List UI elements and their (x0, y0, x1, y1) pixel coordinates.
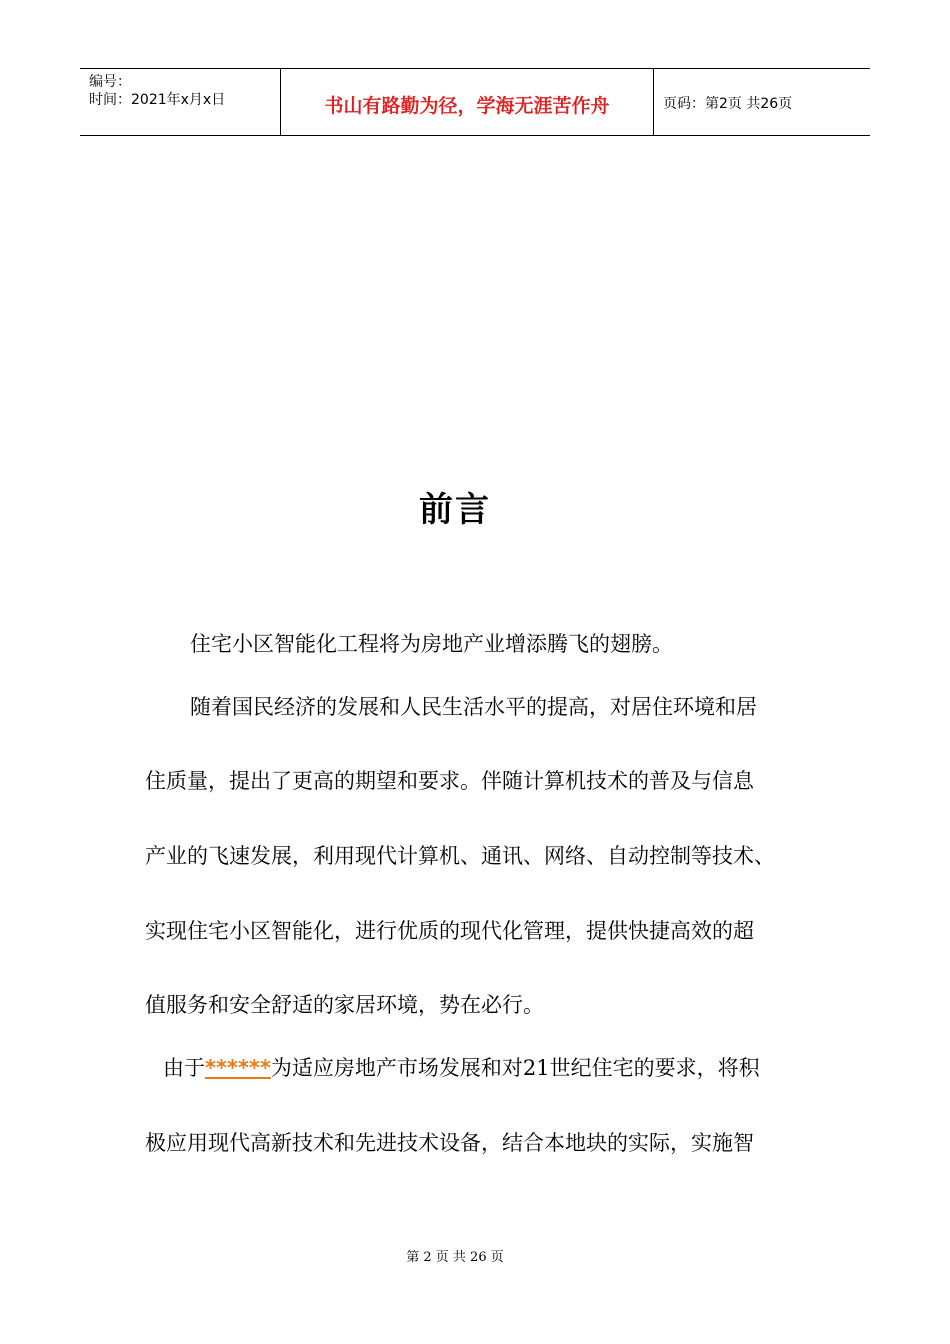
page-footer: 第 2 页 共 26 页 (406, 1250, 504, 1265)
paragraph-text: 由于 (163, 1056, 205, 1080)
paragraph-line: 产业的飞速发展，利用现代计算机、通讯、网络、自动控制等技术、 (145, 844, 775, 868)
paragraph-line: 极应用现代高新技术和先进技术设备，结合本地块的实际，实施智 (145, 1131, 754, 1155)
paragraph-line: 住宅小区智能化工程将为房地产业增添腾飞的翅膀。 (190, 632, 673, 656)
paragraph-line: 值服务和安全舒适的家居环境，势在必行。 (145, 993, 544, 1017)
paragraph-line: 实现住宅小区智能化，进行优质的现代化管理，提供快捷高效的超 (145, 919, 754, 943)
redacted-link[interactable]: ****** (205, 1056, 271, 1080)
document-header (80, 68, 870, 136)
header-motto: 书山有路勤为径，学海无涯苦作舟 (281, 69, 654, 135)
paragraph-line: 住质量，提出了更高的期望和要求。伴随计算机技术的普及与信息 (145, 769, 754, 793)
paragraph-text: 为适应房地产市场发展和对21世纪住宅的要求，将积 (270, 1056, 760, 1080)
header-page-info: 页码：第2页 共26页 (663, 96, 793, 112)
paragraph-line: 随着国民经济的发展和人民生活水平的提高，对居住环境和居 (190, 695, 757, 719)
number-label: 编号： (89, 74, 131, 90)
header-meta-cell (80, 69, 281, 135)
date-label: 时间：2021年x月x日 (89, 92, 226, 108)
page-title: 前言 (419, 490, 491, 530)
paragraph-line (163, 1055, 760, 1081)
